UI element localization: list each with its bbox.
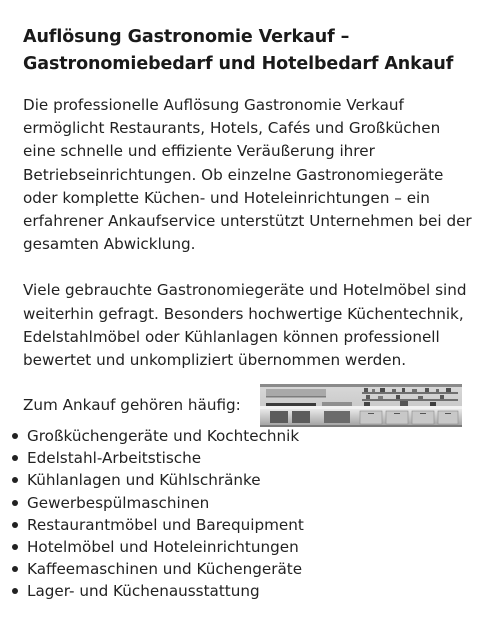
list-item-label: Kaffeemaschinen und Küchengeräte	[27, 560, 303, 579]
bullet-icon	[12, 433, 18, 439]
list-item	[12, 492, 304, 514]
intro-line: erfahrener Ankaufservice unterstützt Unternehmen bei der	[23, 212, 472, 231]
intro-line: Betriebseinrichtungen. Ob einzelne Gastronomiegeräte	[23, 165, 444, 184]
second-paragraph	[23, 279, 483, 372]
title-line-1: Auflösung Gastronomie Verkauf –	[23, 27, 350, 47]
intro-line: oder komplette Küchen- und Hoteleinrichtungen – ein	[23, 188, 430, 207]
bullet-icon	[12, 477, 18, 483]
document-body	[23, 24, 483, 442]
list-item-label: Großküchengeräte und Kochtechnik	[27, 427, 300, 445]
list-item	[12, 447, 304, 469]
page-title	[23, 24, 483, 78]
commercial-kitchen-photo	[260, 384, 462, 427]
bullet-icon	[12, 455, 18, 461]
intro-line: eine schnelle und effiziente Veräußerung ihrer	[23, 142, 375, 161]
second-line: Viele gebrauchte Gastronomiegeräte und Hotelmöbel sind	[23, 281, 467, 300]
second-line: bewertet und unkompliziert übernommen werden.	[23, 351, 407, 370]
bullet-icon	[12, 544, 18, 550]
list-item	[12, 469, 304, 491]
title-line-2: Gastronomiebedarf und Hotelbedarf Ankauf	[23, 54, 454, 74]
list-item-label: Kühlanlagen und Kühlschränke	[27, 471, 261, 490]
bullet-icon	[12, 522, 18, 528]
intro-paragraph	[23, 94, 483, 256]
list-item-label: Hotelmöbel und Hoteleinrichtungen	[27, 538, 299, 557]
list-item-label: Restaurantmöbel und Barequipment	[27, 515, 304, 534]
intro-line: Die professionelle Auflösung Gastronomie Verkauf	[23, 96, 404, 114]
list-item	[12, 514, 304, 536]
ankauf-label: Zum Ankauf gehören häufig:	[23, 396, 241, 415]
bullet-icon	[12, 566, 18, 572]
list-item-label: Lager- und Küchenausstattung	[27, 582, 260, 601]
list-item	[12, 425, 304, 447]
list-item	[12, 536, 304, 558]
second-line: weiterhin gefragt. Besonders hochwertige Küchentechnik,	[23, 304, 464, 323]
list-item	[12, 558, 304, 580]
intro-line: gesamten Abwicklung.	[23, 235, 196, 254]
list-item-label: Edelstahl-Arbeitstische	[27, 449, 202, 468]
second-line: Edelstahlmöbel oder Kühlanlagen können professionell	[23, 327, 440, 346]
list-item-label: Gewerbespülmaschinen	[27, 493, 210, 512]
list-item	[12, 580, 304, 602]
intro-line: ermöglicht Restaurants, Hotels, Cafés und Großküchen	[23, 119, 441, 138]
bullet-icon	[12, 588, 18, 594]
ankauf-list	[12, 425, 304, 603]
bullet-icon	[12, 500, 18, 506]
